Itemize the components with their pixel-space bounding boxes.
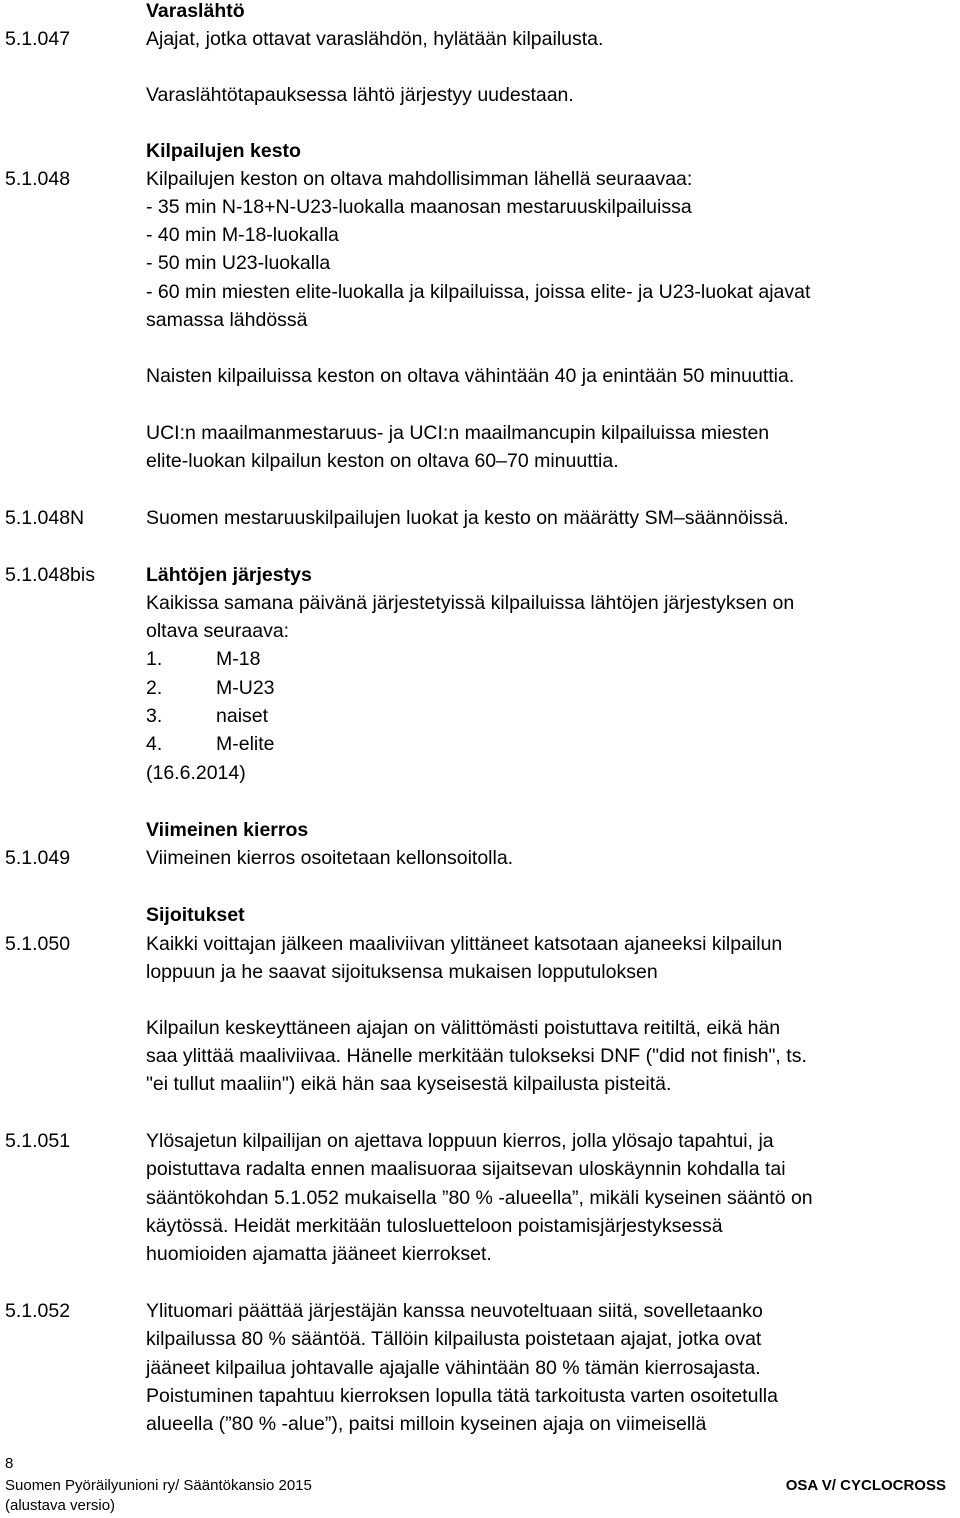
footer-draft-note: (alustava versio) (5, 1497, 116, 1514)
rule-number: 5.1.049 (5, 847, 71, 869)
rule-text: Kilpailun keskeyttäneen ajajan on välittömästi poistuttava reitiltä, eikä hän (146, 1017, 781, 1039)
order-item: M-U23 (216, 677, 275, 699)
rule-text: poistuttava radalta ennen maalisuoraa sijaitsevan uloskäynnin kohdalla tai (146, 1158, 786, 1180)
section-heading-last-lap: Viimeinen kierros (146, 819, 309, 841)
rule-number: 5.1.048 (5, 168, 71, 190)
rule-number: 5.1.050 (5, 933, 71, 955)
rule-text: Kaikki voittajan jälkeen maaliviivan ylittäneet katsotaan ajaneeksi kilpailun (146, 933, 783, 955)
rule-text: Naisten kilpailuissa keston on oltava vähintään 40 ja enintään 50 minuuttia. (146, 365, 795, 387)
rule-text: loppuun ja he saavat sijoituksensa mukaisen lopputuloksen (146, 961, 658, 983)
order-number: 2. (146, 677, 163, 699)
rule-text: käytössä. Heidät merkitään tulosluetteloon poistamisjärjestyksessä (146, 1215, 723, 1237)
rule-text: oltava seuraava: (146, 620, 290, 642)
rule-text: Kilpailujen keston on oltava mahdollisimman lähellä seuraavaa: (146, 168, 693, 190)
rule-text: saa ylittää maaliviivaa. Hänelle merkitään tulokseksi DNF ("did not finish", ts. (146, 1045, 807, 1067)
footer-organization: Suomen Pyöräilyunioni ry/ Sääntökansio 2015 (5, 1477, 312, 1494)
order-number: 1. (146, 648, 163, 670)
rule-number: 5.1.048bis (5, 564, 95, 586)
duration-item: - 35 min N-18+N-U23-luokalla maanosan mestaruuskilpailuissa (146, 196, 692, 218)
order-item: M-18 (216, 648, 261, 670)
rule-number: 5.1.052 (5, 1300, 71, 1322)
rule-text: elite-luokan kilpailun keston on oltava 60–70 minuuttia. (146, 450, 619, 472)
rule-text: Poistuminen tapahtuu kierroksen lopulla tätä tarkoitusta varten osoitetulla (146, 1385, 778, 1407)
duration-item: - 50 min U23-luokalla (146, 252, 331, 274)
rule-number: 5.1.051 (5, 1130, 71, 1152)
page-number: 8 (5, 1455, 14, 1472)
order-item: M-elite (216, 733, 275, 755)
rule-text: UCI:n maailmanmestaruus- ja UCI:n maailmancupin kilpailuissa miesten (146, 422, 770, 444)
rule-text: jääneet kilpailua johtavalle ajajalle vähintään 80 % tämän kierrosajasta. (146, 1357, 761, 1379)
rule-number: 5.1.048N (5, 507, 85, 529)
order-item: naiset (216, 705, 269, 727)
rule-text: Ylösajetun kilpailijan on ajettava loppuun kierros, jolla ylösajo tapahtui, ja (146, 1130, 774, 1152)
section-heading-start-order: Lähtöjen järjestys (146, 564, 312, 586)
footer-section: OSA V/ CYCLOCROSS (785, 1477, 946, 1494)
rule-text: alueella (”80 % -alue”), paitsi milloin kyseinen ajaja on viimeisellä (146, 1413, 707, 1435)
rule-text: huomioiden ajamatta jääneet kierrokset. (146, 1243, 492, 1265)
duration-item: - 60 min miesten elite-luokalla ja kilpailuissa, joissa elite- ja U23-luokat ajavat (146, 281, 811, 303)
rule-number: 5.1.047 (5, 28, 71, 50)
rule-text: Viimeinen kierros osoitetaan kellonsoitolla. (146, 847, 514, 869)
rule-text: Kaikissa samana päivänä järjestetyissä kilpailuissa lähtöjen järjestyksen on (146, 592, 795, 614)
rule-text: kilpailussa 80 % sääntöä. Tällöin kilpailusta poistetaan ajajat, jotka ovat (146, 1328, 762, 1350)
section-heading-false-start: Varaslähtö (146, 0, 245, 22)
order-number: 4. (146, 733, 163, 755)
date-note: (16.6.2014) (146, 762, 246, 784)
section-heading-duration: Kilpailujen kesto (146, 140, 301, 162)
rule-text: Ajajat, jotka ottavat varaslähdön, hylätään kilpailusta. (146, 28, 604, 50)
duration-item: - 40 min M-18-luokalla (146, 224, 339, 246)
order-number: 3. (146, 705, 163, 727)
section-heading-placings: Sijoitukset (146, 904, 245, 926)
rule-text: "ei tullut maaliin") eikä hän saa kyseisestä kilpailusta pisteitä. (146, 1073, 672, 1095)
rule-text: sääntökohdan 5.1.052 mukaisella ”80 % -alueella”, mikäli kyseinen sääntö on (146, 1187, 813, 1209)
duration-item: samassa lähdössä (146, 309, 308, 331)
rule-text: Ylituomari päättää järjestäjän kanssa neuvoteltuaan siitä, sovelletaanko (146, 1300, 763, 1322)
rule-text: Suomen mestaruuskilpailujen luokat ja kesto on määrätty SM–säännöissä. (146, 507, 789, 529)
rule-text: Varaslähtötapauksessa lähtö järjestyy uudestaan. (146, 84, 574, 106)
